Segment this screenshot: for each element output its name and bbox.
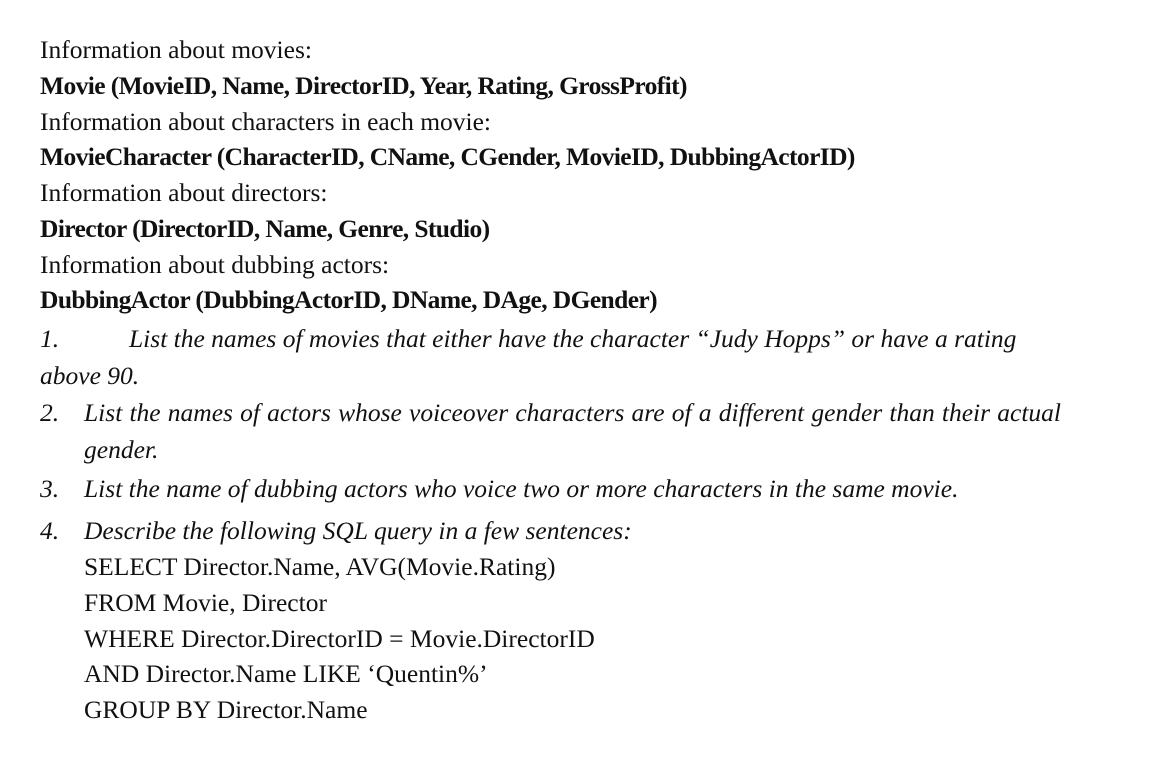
sql-line-and: AND Director.Name LIKE ‘Quentin%’ [84,659,488,688]
question-2-number: 2. [40,398,60,427]
character-schema: MovieCharacter (CharacterID, CName, CGender, MovieID, DubbingActorID) [40,142,855,171]
movie-info-label: Information about movies: [40,35,312,64]
sql-line-from: FROM Movie, Director [84,588,327,617]
movie-schema: Movie (MovieID, Name, DirectorID, Year, Rating, GrossProfit) [40,71,687,100]
director-info-label: Information about directors: [40,178,328,207]
question-3-number: 3. [40,474,60,503]
question-4-text: Describe the following SQL query in a few sentences: [84,516,632,545]
question-2-text: List the names of actors whose voiceover characters are of a different gender than their actual gender. [84,398,1061,464]
sql-line-where: WHERE Director.DirectorID = Movie.DirectorID [84,624,595,653]
character-info-label: Information about characters in each movie: [40,107,492,136]
dubbing-info-label: Information about dubbing actors: [40,250,390,279]
sql-line-select: SELECT Director.Name, AVG(Movie.Rating) [84,552,556,581]
question-3-text: List the name of dubbing actors who voice two or more characters in the same movie. [84,474,959,503]
question-1-line-2: above 90. [40,361,140,390]
question-4-number: 4. [40,516,60,545]
sql-line-group-by: GROUP BY Director.Name [84,695,368,724]
question-1-number: 1. [40,324,60,353]
question-1-line-1: List the names of movies that either have the character “Judy Hopps” or have a rating [129,324,1017,353]
dubbing-schema: DubbingActor (DubbingActorID, DName, DAge, DGender) [40,285,658,314]
director-schema: Director (DirectorID, Name, Genre, Studio) [40,214,490,243]
